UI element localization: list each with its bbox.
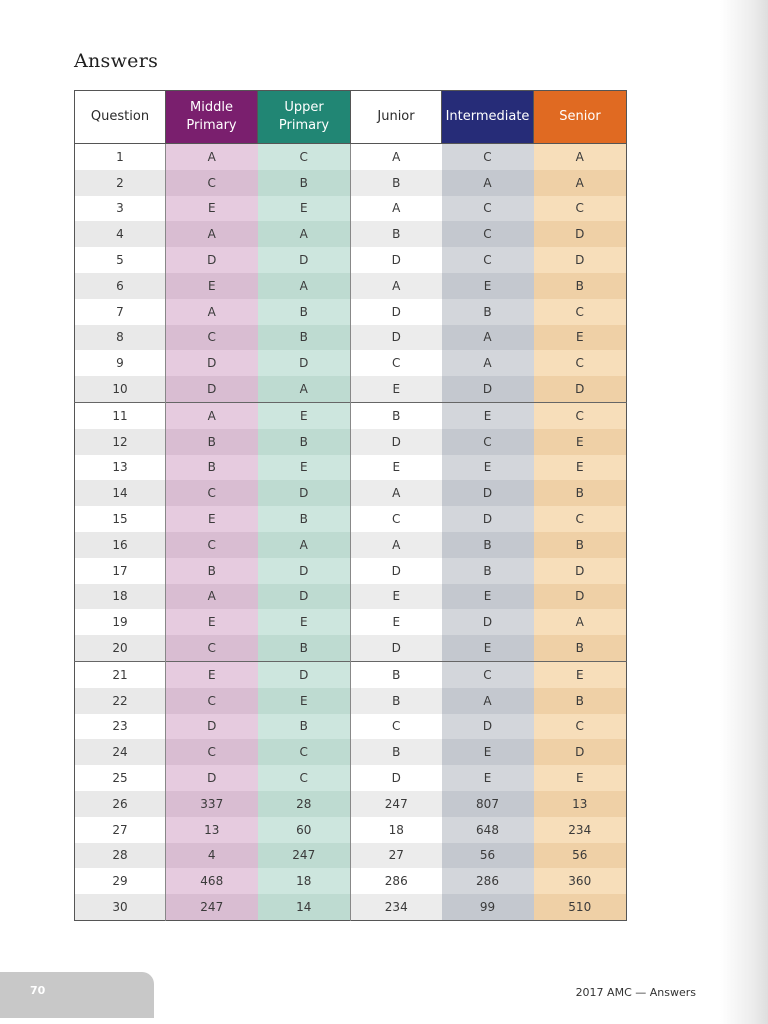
senior-answer-cell: B	[534, 480, 627, 506]
upper-primary-answer-cell: 247	[258, 843, 351, 869]
intermediate-answer-cell: E	[442, 635, 534, 661]
upper-primary-answer-cell: 14	[258, 894, 351, 920]
junior-answer-cell: E	[351, 609, 442, 635]
question-number-cell: 18	[75, 584, 166, 610]
question-number-cell: 9	[75, 350, 166, 376]
upper-primary-answer-cell: A	[258, 376, 351, 402]
intermediate-answer-cell: D	[442, 609, 534, 635]
senior-answer-cell: B	[534, 635, 627, 661]
question-number-cell: 22	[75, 688, 166, 714]
middle-primary-answer-cell: E	[166, 506, 258, 532]
intermediate-answer-cell: 807	[442, 791, 534, 817]
intermediate-answer-cell: C	[442, 221, 534, 247]
junior-answer-cell: D	[351, 558, 442, 584]
middle-primary-answer-cell: C	[166, 325, 258, 351]
question-number-cell: 1	[75, 144, 166, 170]
intermediate-answer-cell: E	[442, 765, 534, 791]
intermediate-answer-cell: 648	[442, 817, 534, 843]
senior-answer-cell: E	[534, 661, 627, 687]
intermediate-answer-cell: C	[442, 144, 534, 170]
table-row	[75, 584, 627, 610]
question-number-cell: 30	[75, 894, 166, 920]
table-row	[75, 506, 627, 532]
question-number-cell: 16	[75, 532, 166, 558]
middle-primary-answer-cell: C	[166, 480, 258, 506]
table-row	[75, 843, 627, 869]
senior-answer-cell: D	[534, 376, 627, 402]
upper-primary-answer-cell: D	[258, 350, 351, 376]
intermediate-answer-cell: A	[442, 688, 534, 714]
middle-primary-answer-cell: E	[166, 609, 258, 635]
senior-answer-cell: D	[534, 584, 627, 610]
header-junior: Junior	[351, 91, 442, 144]
intermediate-answer-cell: B	[442, 532, 534, 558]
intermediate-answer-cell: C	[442, 661, 534, 687]
header-middle-primary: Middle Primary	[166, 91, 258, 144]
table-row	[75, 247, 627, 273]
middle-primary-answer-cell: D	[166, 376, 258, 402]
intermediate-answer-cell: C	[442, 247, 534, 273]
upper-primary-answer-cell: B	[258, 170, 351, 196]
intermediate-answer-cell: 286	[442, 868, 534, 894]
upper-primary-answer-cell: 28	[258, 791, 351, 817]
upper-primary-answer-cell: B	[258, 714, 351, 740]
junior-answer-cell: E	[351, 376, 442, 402]
junior-answer-cell: E	[351, 584, 442, 610]
junior-answer-cell: D	[351, 299, 442, 325]
question-number-cell: 14	[75, 480, 166, 506]
senior-answer-cell: C	[534, 299, 627, 325]
upper-primary-answer-cell: D	[258, 247, 351, 273]
middle-primary-answer-cell: B	[166, 429, 258, 455]
senior-answer-cell: A	[534, 144, 627, 170]
question-number-cell: 10	[75, 376, 166, 402]
table-row	[75, 714, 627, 740]
upper-primary-answer-cell: E	[258, 455, 351, 481]
intermediate-answer-cell: C	[442, 429, 534, 455]
question-number-cell: 3	[75, 196, 166, 222]
table-row	[75, 196, 627, 222]
senior-answer-cell: B	[534, 273, 627, 299]
question-number-cell: 28	[75, 843, 166, 869]
question-number-cell: 17	[75, 558, 166, 584]
junior-answer-cell: A	[351, 144, 442, 170]
middle-primary-answer-cell: B	[166, 455, 258, 481]
table-row	[75, 350, 627, 376]
senior-answer-cell: E	[534, 765, 627, 791]
intermediate-answer-cell: D	[442, 506, 534, 532]
intermediate-answer-cell: C	[442, 196, 534, 222]
intermediate-answer-cell: E	[442, 584, 534, 610]
upper-primary-answer-cell: B	[258, 299, 351, 325]
upper-primary-answer-cell: A	[258, 221, 351, 247]
upper-primary-answer-cell: B	[258, 506, 351, 532]
intermediate-answer-cell: E	[442, 455, 534, 481]
middle-primary-answer-cell: C	[166, 170, 258, 196]
senior-answer-cell: 13	[534, 791, 627, 817]
table-row	[75, 455, 627, 481]
upper-primary-answer-cell: 60	[258, 817, 351, 843]
upper-primary-answer-cell: C	[258, 765, 351, 791]
middle-primary-answer-cell: D	[166, 350, 258, 376]
junior-answer-cell: B	[351, 661, 442, 687]
table-row	[75, 894, 627, 920]
table-row	[75, 299, 627, 325]
middle-primary-answer-cell: A	[166, 144, 258, 170]
senior-answer-cell: A	[534, 170, 627, 196]
header-intermediate: Intermediate	[442, 91, 534, 144]
table-row	[75, 558, 627, 584]
junior-answer-cell: 27	[351, 843, 442, 869]
junior-answer-cell: C	[351, 506, 442, 532]
question-number-cell: 4	[75, 221, 166, 247]
senior-answer-cell: E	[534, 325, 627, 351]
question-number-cell: 11	[75, 402, 166, 428]
middle-primary-answer-cell: D	[166, 247, 258, 273]
question-number-cell: 20	[75, 635, 166, 661]
junior-answer-cell: C	[351, 350, 442, 376]
header-row	[75, 91, 627, 144]
answers-table	[74, 90, 627, 921]
page-edge-shadow	[720, 0, 768, 1024]
senior-answer-cell: B	[534, 532, 627, 558]
middle-primary-answer-cell: C	[166, 532, 258, 558]
junior-answer-cell: A	[351, 532, 442, 558]
upper-primary-answer-cell: D	[258, 661, 351, 687]
senior-answer-cell: A	[534, 609, 627, 635]
senior-answer-cell: E	[534, 429, 627, 455]
middle-primary-answer-cell: C	[166, 739, 258, 765]
junior-answer-cell: D	[351, 765, 442, 791]
junior-answer-cell: D	[351, 325, 442, 351]
junior-answer-cell: 18	[351, 817, 442, 843]
middle-primary-answer-cell: E	[166, 661, 258, 687]
question-number-cell: 24	[75, 739, 166, 765]
table-row	[75, 273, 627, 299]
table-row	[75, 661, 627, 687]
header-senior: Senior	[534, 91, 627, 144]
junior-answer-cell: B	[351, 402, 442, 428]
senior-answer-cell: D	[534, 739, 627, 765]
table-row	[75, 791, 627, 817]
middle-primary-answer-cell: 337	[166, 791, 258, 817]
table-row	[75, 429, 627, 455]
intermediate-answer-cell: A	[442, 170, 534, 196]
intermediate-answer-cell: D	[442, 480, 534, 506]
upper-primary-answer-cell: A	[258, 532, 351, 558]
senior-answer-cell: D	[534, 247, 627, 273]
middle-primary-answer-cell: D	[166, 714, 258, 740]
question-number-cell: 7	[75, 299, 166, 325]
upper-primary-answer-cell: D	[258, 584, 351, 610]
junior-answer-cell: D	[351, 247, 442, 273]
intermediate-answer-cell: 99	[442, 894, 534, 920]
junior-answer-cell: C	[351, 714, 442, 740]
middle-primary-answer-cell: 468	[166, 868, 258, 894]
upper-primary-answer-cell: D	[258, 558, 351, 584]
table-row	[75, 221, 627, 247]
middle-primary-answer-cell: A	[166, 221, 258, 247]
header-upper-primary: Upper Primary	[258, 91, 351, 144]
page-number: 70	[30, 984, 46, 997]
middle-primary-answer-cell: B	[166, 558, 258, 584]
senior-answer-cell: C	[534, 196, 627, 222]
intermediate-answer-cell: D	[442, 376, 534, 402]
junior-answer-cell: D	[351, 429, 442, 455]
page-footer: 2017 AMC — Answers	[575, 986, 696, 999]
senior-answer-cell: C	[534, 350, 627, 376]
middle-primary-answer-cell: A	[166, 299, 258, 325]
upper-primary-answer-cell: E	[258, 688, 351, 714]
upper-primary-answer-cell: D	[258, 480, 351, 506]
junior-answer-cell: 247	[351, 791, 442, 817]
question-number-cell: 15	[75, 506, 166, 532]
table-row	[75, 765, 627, 791]
question-number-cell: 29	[75, 868, 166, 894]
junior-answer-cell: B	[351, 739, 442, 765]
middle-primary-answer-cell: 247	[166, 894, 258, 920]
middle-primary-answer-cell: A	[166, 584, 258, 610]
table-row	[75, 170, 627, 196]
senior-answer-cell: 56	[534, 843, 627, 869]
senior-answer-cell: 510	[534, 894, 627, 920]
question-number-cell: 25	[75, 765, 166, 791]
intermediate-answer-cell: A	[442, 350, 534, 376]
upper-primary-answer-cell: B	[258, 635, 351, 661]
middle-primary-answer-cell: A	[166, 402, 258, 428]
middle-primary-answer-cell: 13	[166, 817, 258, 843]
junior-answer-cell: D	[351, 635, 442, 661]
senior-answer-cell: B	[534, 688, 627, 714]
junior-answer-cell: A	[351, 196, 442, 222]
senior-answer-cell: 234	[534, 817, 627, 843]
table-row	[75, 325, 627, 351]
question-number-cell: 8	[75, 325, 166, 351]
middle-primary-answer-cell: C	[166, 688, 258, 714]
middle-primary-answer-cell: E	[166, 196, 258, 222]
question-number-cell: 5	[75, 247, 166, 273]
page-number-tab	[0, 972, 154, 1018]
table-row	[75, 402, 627, 428]
table-row	[75, 532, 627, 558]
table-row	[75, 739, 627, 765]
junior-answer-cell: A	[351, 273, 442, 299]
junior-answer-cell: B	[351, 170, 442, 196]
middle-primary-answer-cell: C	[166, 635, 258, 661]
question-number-cell: 21	[75, 661, 166, 687]
table-row	[75, 868, 627, 894]
table-row	[75, 376, 627, 402]
question-number-cell: 23	[75, 714, 166, 740]
header-question: Question	[75, 91, 166, 144]
table-row	[75, 817, 627, 843]
middle-primary-answer-cell: D	[166, 765, 258, 791]
upper-primary-answer-cell: B	[258, 429, 351, 455]
question-number-cell: 6	[75, 273, 166, 299]
answers-table-body	[75, 144, 627, 921]
question-number-cell: 12	[75, 429, 166, 455]
intermediate-answer-cell: E	[442, 273, 534, 299]
senior-answer-cell: D	[534, 221, 627, 247]
intermediate-answer-cell: E	[442, 739, 534, 765]
senior-answer-cell: C	[534, 402, 627, 428]
intermediate-answer-cell: 56	[442, 843, 534, 869]
table-row	[75, 688, 627, 714]
question-number-cell: 19	[75, 609, 166, 635]
senior-answer-cell: 360	[534, 868, 627, 894]
junior-answer-cell: E	[351, 455, 442, 481]
junior-answer-cell: 286	[351, 868, 442, 894]
upper-primary-answer-cell: E	[258, 402, 351, 428]
upper-primary-answer-cell: E	[258, 196, 351, 222]
upper-primary-answer-cell: B	[258, 325, 351, 351]
question-number-cell: 13	[75, 455, 166, 481]
senior-answer-cell: C	[534, 506, 627, 532]
middle-primary-answer-cell: 4	[166, 843, 258, 869]
intermediate-answer-cell: D	[442, 714, 534, 740]
junior-answer-cell: A	[351, 480, 442, 506]
upper-primary-answer-cell: E	[258, 609, 351, 635]
question-number-cell: 27	[75, 817, 166, 843]
upper-primary-answer-cell: C	[258, 739, 351, 765]
upper-primary-answer-cell: A	[258, 273, 351, 299]
table-row	[75, 144, 627, 170]
junior-answer-cell: B	[351, 221, 442, 247]
intermediate-answer-cell: B	[442, 299, 534, 325]
table-row	[75, 609, 627, 635]
table-row	[75, 635, 627, 661]
intermediate-answer-cell: A	[442, 325, 534, 351]
upper-primary-answer-cell: C	[258, 144, 351, 170]
junior-answer-cell: 234	[351, 894, 442, 920]
intermediate-answer-cell: E	[442, 402, 534, 428]
senior-answer-cell: D	[534, 558, 627, 584]
table-row	[75, 480, 627, 506]
question-number-cell: 2	[75, 170, 166, 196]
senior-answer-cell: E	[534, 455, 627, 481]
upper-primary-answer-cell: 18	[258, 868, 351, 894]
senior-answer-cell: C	[534, 714, 627, 740]
page-title: Answers	[74, 50, 159, 72]
question-number-cell: 26	[75, 791, 166, 817]
intermediate-answer-cell: B	[442, 558, 534, 584]
junior-answer-cell: B	[351, 688, 442, 714]
middle-primary-answer-cell: E	[166, 273, 258, 299]
